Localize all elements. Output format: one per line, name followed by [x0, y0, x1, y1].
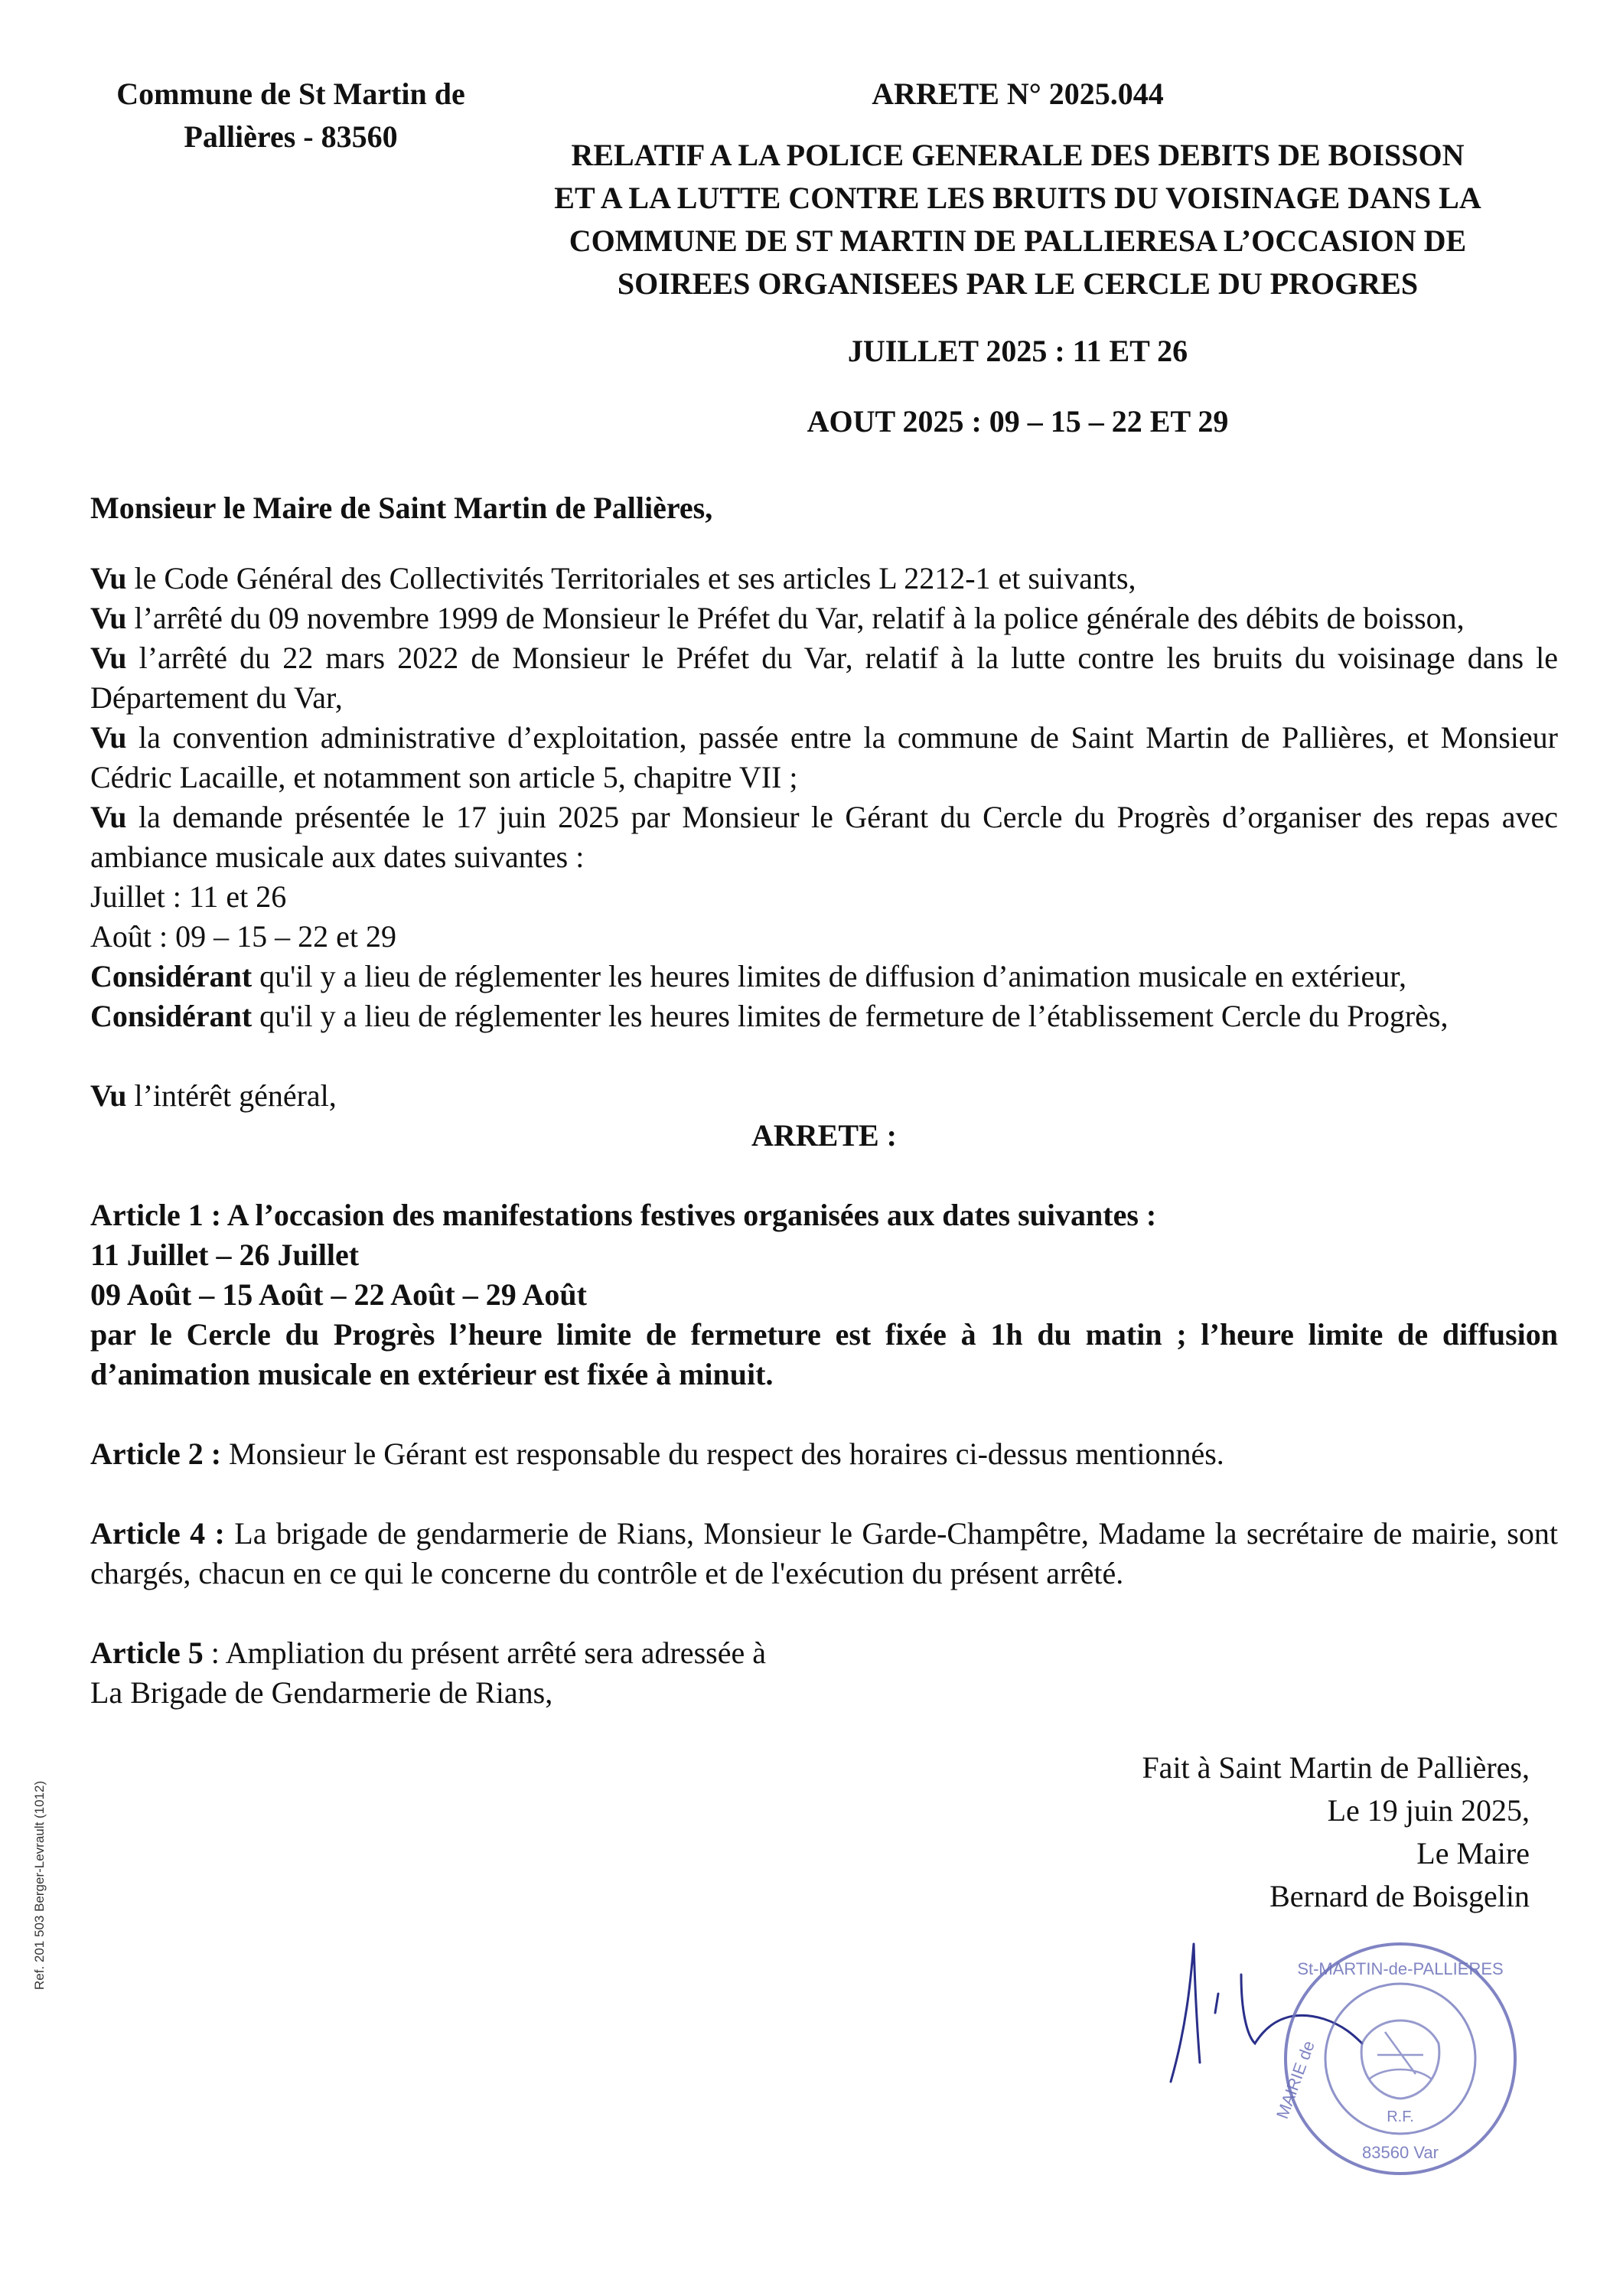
dates-aout: AOUT 2025 : 09 – 15 – 22 ET 29	[807, 404, 1229, 439]
signature-place: Fait à Saint Martin de Pallières,	[1142, 1750, 1530, 1785]
request-date-line: Août : 09 – 15 – 22 et 29	[90, 919, 396, 954]
article-label: Article 5	[90, 1636, 204, 1670]
considerant-text: qu'il y a lieu de réglementer les heures limites de diffusion d’animation musicale en extérieur,	[252, 959, 1406, 993]
article2-paragraph	[90, 1434, 1558, 1474]
spacer	[90, 1036, 1558, 1076]
vu-label: Vu	[90, 641, 127, 675]
article-label: Article 4 :	[90, 1516, 225, 1551]
article1-dates-line: 09 Août – 15 Août – 22 Août – 29 Août	[90, 1277, 587, 1312]
article5-paragraph	[90, 1633, 1558, 1673]
vu-label: Vu	[90, 601, 127, 635]
signature-block	[994, 1746, 1530, 1918]
mairie-stamp-icon	[1270, 1929, 1530, 2189]
signature-name: Bernard de Boisgelin	[1269, 1879, 1530, 1913]
maire-line: Monsieur le Maire de Saint Martin de Pallières,	[90, 491, 713, 525]
vu-label: Vu	[90, 561, 127, 595]
article1-heading	[90, 1195, 1558, 1235]
article5-recipient: La Brigade de Gendarmerie de Rians,	[90, 1675, 553, 1710]
document-body	[90, 559, 1558, 1713]
signature-role: Le Maire	[1416, 1836, 1530, 1870]
svg-text:83560 Var: 83560 Var	[1362, 2143, 1439, 2162]
spacer	[90, 1156, 1558, 1195]
article-label: Article 2 :	[90, 1437, 222, 1471]
considerant-paragraph	[90, 957, 1558, 996]
spacer	[90, 1593, 1558, 1633]
article-text: Monsieur le Gérant est responsable du respect des horaires ci-dessus mentionnés.	[221, 1437, 1224, 1471]
article1-heading-text: Article 1 : A l’occasion des manifestations festives organisées aux dates suivantes :	[90, 1198, 1157, 1232]
vu-text: l’intérêt général,	[126, 1078, 337, 1113]
title-line: COMMUNE DE ST MARTIN DE PALLIERESA L’OCCASION DE	[569, 223, 1467, 258]
dates-juillet: JUILLET 2025 : 11 ET 26	[847, 334, 1188, 368]
arrete-heading: ARRETE :	[751, 1118, 898, 1153]
article1-dates	[90, 1235, 1558, 1275]
vu-paragraph	[90, 797, 1558, 877]
spacer	[90, 1474, 1558, 1514]
vu-text: la convention administrative d’exploitation, passée entre la commune de Saint Martin de Pallières, et Monsieur Cédric Lacaille, et notamment son article 5, chapitre VII ;	[90, 720, 1558, 794]
considerant-label: Considérant	[90, 959, 253, 993]
article4-paragraph	[90, 1514, 1558, 1593]
considerant-text: qu'il y a lieu de réglementer les heures limites de fermeture de l’établissement Cercle du Progrès,	[252, 999, 1449, 1033]
vu-label: Vu	[90, 1078, 127, 1113]
title-line: RELATIF A LA POLICE GENERALE DES DEBITS DE BOISSON	[571, 138, 1465, 172]
printer-reference: Ref. 201 503 Berger-Levrault (1012)	[32, 1780, 47, 1990]
article1-dates-line: 11 Juillet – 26 Juillet	[90, 1238, 360, 1272]
request-date-line: Juillet : 11 et 26	[90, 879, 287, 914]
article1-text-content: par le Cercle du Progrès l’heure limite de fermeture est fixée à 1h du matin ; l’heure limite de diffusion d’animation musicale en extérieur est fixée à minuit.	[90, 1317, 1558, 1391]
article1-text	[90, 1315, 1558, 1394]
considerant-label: Considérant	[90, 999, 253, 1033]
spacer	[90, 1394, 1558, 1434]
article1-dates	[90, 1275, 1558, 1315]
vu-paragraph	[90, 718, 1558, 797]
vu-interet-paragraph	[90, 1076, 1558, 1116]
vu-text: la demande présentée le 17 juin 2025 par Monsieur le Gérant du Cercle du Progrès d’organiser des repas avec ambiance musicale aux dates suivantes :	[90, 800, 1558, 874]
article-text: La brigade de gendarmerie de Rians, Monsieur le Garde-Champêtre, Madame la secrétaire de mairie, sont chargés, chacun en ce qui le concerne du contrôle et de l'exécution du présent arrêté.	[90, 1516, 1558, 1590]
commune-name: Commune de St Martin de Pallières - 83560	[116, 77, 465, 154]
arrete-header	[490, 73, 1546, 443]
vu-paragraph	[90, 638, 1558, 718]
title-line: SOIREES ORGANISEES PAR LE CERCLE DU PROGRES	[617, 266, 1419, 301]
vu-label: Vu	[90, 800, 127, 834]
vu-paragraph	[90, 559, 1558, 598]
vu-label: Vu	[90, 720, 127, 755]
arrete-title	[490, 134, 1546, 305]
svg-text:St-MARTIN-de-PALLIERES: St-MARTIN-de-PALLIERES	[1297, 1959, 1504, 1978]
article-text: : Ampliation du présent arrêté sera adressée à	[203, 1636, 766, 1670]
arrete-number: ARRETE N° 2025.044	[872, 77, 1164, 111]
svg-text:R.F.: R.F.	[1387, 2108, 1414, 2125]
vu-paragraph	[90, 598, 1558, 638]
title-line: ET A LA LUTTE CONTRE LES BRUITS DU VOISINAGE DANS LA	[554, 181, 1481, 215]
vu-text: le Code Général des Collectivités Territoriales et ses articles L 2212-1 et suivants,	[126, 561, 1136, 595]
vu-text: l’arrêté du 09 novembre 1999 de Monsieur le Préfet du Var, relatif à la police générale des débits de boisson,	[126, 601, 1465, 635]
svg-text:MAIRIE de: MAIRIE de	[1273, 2038, 1318, 2122]
considerant-paragraph	[90, 996, 1558, 1036]
vu-text: l’arrêté du 22 mars 2022 de Monsieur le Préfet du Var, relatif à la lutte contre les bruits du voisinage dans le Département du Var,	[90, 641, 1558, 715]
signature-date: Le 19 juin 2025,	[1327, 1793, 1530, 1828]
